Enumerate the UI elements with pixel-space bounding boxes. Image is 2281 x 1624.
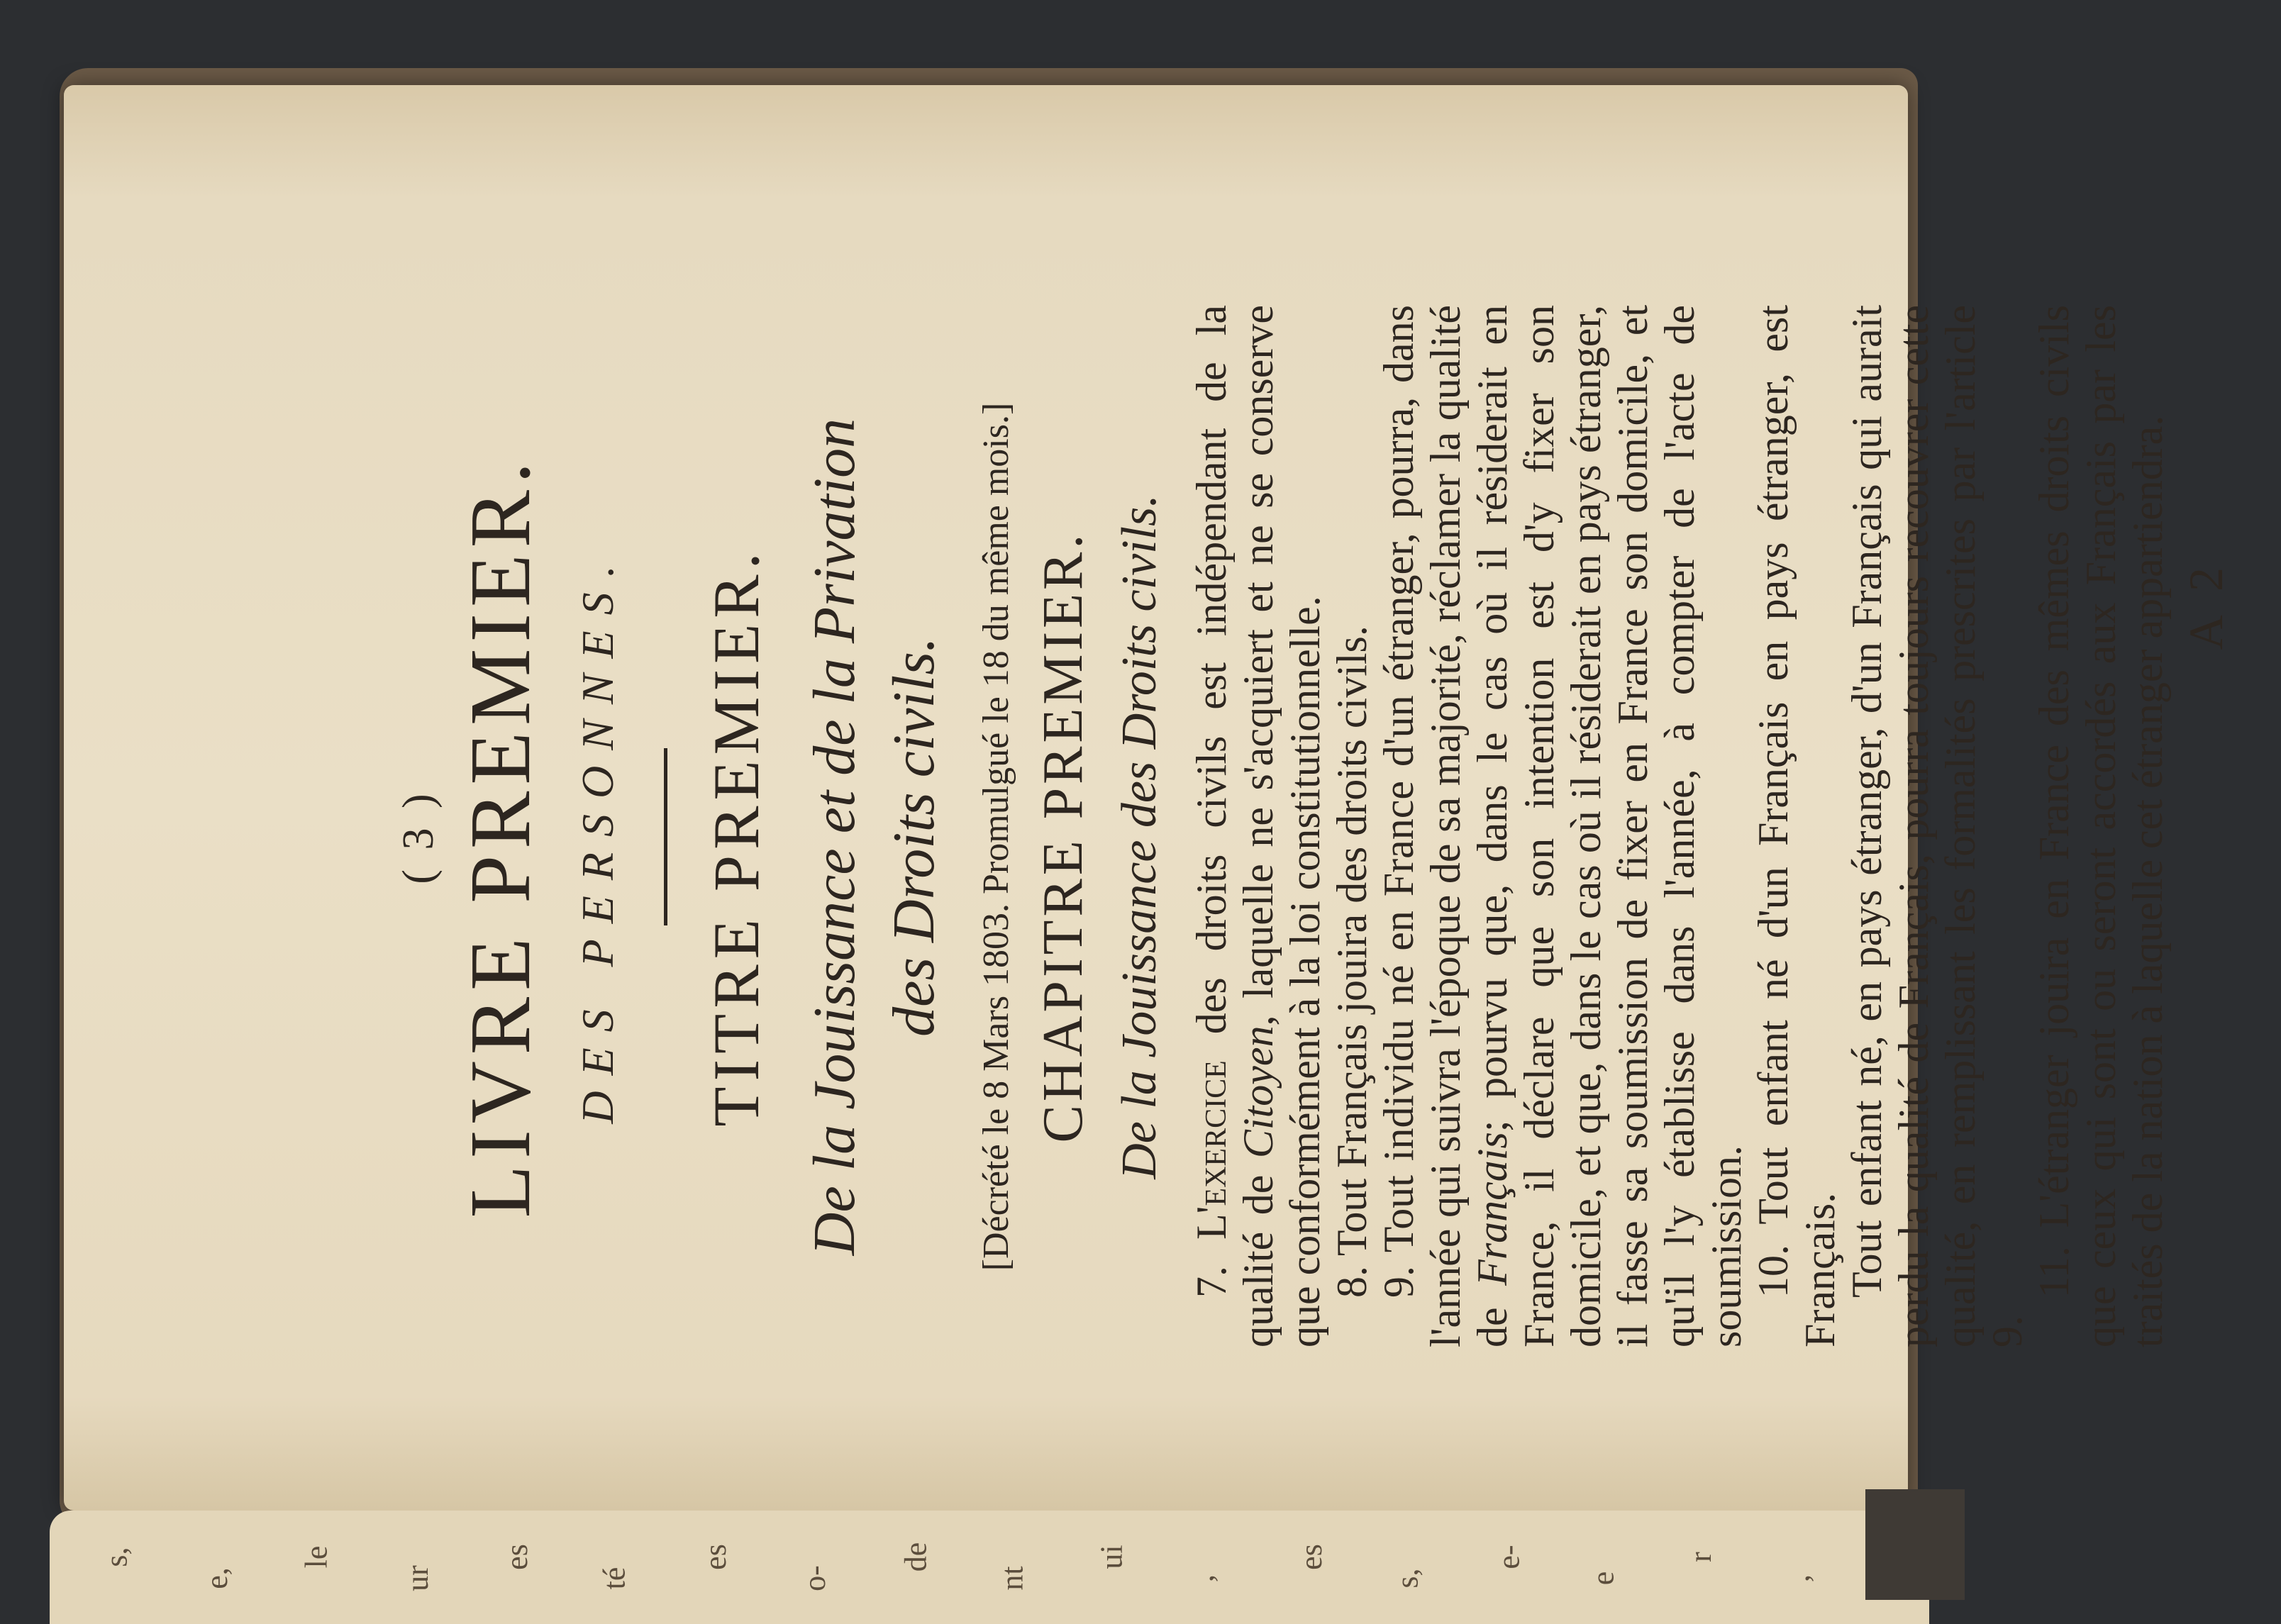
article-10: 10. Tout enfant né d'un Français en pays étranger, est Français. (1750, 305, 1843, 1347)
title-subheading-line-2: des Droits civils. (881, 637, 947, 1037)
left-page-fragment: , (1781, 1574, 1816, 1582)
left-page-fragment: es (697, 1544, 733, 1570)
divider (664, 748, 667, 925)
article-8: 8. Tout Français jouira des droits civils. (1328, 625, 1375, 1298)
chapter-subheading: De la Jouissance des Droits civils. (1112, 494, 1167, 1179)
left-page-fragment: e (1585, 1571, 1621, 1586)
article-9-text-2: ; pourvu que, dans le cas où il résiderait en France, il déclare que son intention est d'y fixer son domicile, et que, dans le cas où il résiderait en pays étranger, il fasse sa soumission de fixer en France son domicile, et qu'il l'y établisse dans l'année, à compter de l'acte de soumission. (1469, 305, 1750, 1347)
article-7-italic: Citoyen (1235, 1025, 1282, 1159)
left-page-fragment: o- (797, 1565, 832, 1591)
article-9-text-1: 9. Tout individu né en France d'un étranger, pourra, dans l'année qui suivra l'époque de sa majorité, réclamer la qualité de (1375, 305, 1516, 1347)
article-11: 11. L'étranger jouira en France des mêmes droits civils que ceux qui sont ou seront accordés aux Français par les traités de la nation à laquelle cet étranger appartiendra. (2031, 305, 2171, 1347)
left-page-fragment: nt (994, 1566, 1030, 1591)
article-7-text-1: des droits civils est indépendant de la qualité de (1188, 305, 1282, 1347)
article-7-lead: L'exercice (1188, 1060, 1235, 1240)
page-number: ( 3 ) (394, 789, 443, 884)
article-7 (1188, 305, 1328, 1347)
left-page-fragment: e, (199, 1567, 234, 1589)
decree-note: [Décrété le 8 Mars 1803. Promulgué le 18 du même mois.] (976, 402, 1016, 1272)
article-10-paragraph-2: Tout enfant né, en pays étranger, d'un Français qui aurait perdu la qualité de Français, pourra toujours recouvrer cette qualité, en remplissant les formalités prescrites par l'article 9. (1843, 305, 2031, 1347)
printed-page-text (160, 220, 2233, 1454)
article-7-number: 7. (1188, 1240, 1235, 1298)
title-subheading-line-1: De la Jouissance et de la Privation (801, 418, 867, 1256)
left-page-fragment: es (1293, 1544, 1328, 1570)
chapter-heading: CHAPITRE PREMIER. (1032, 530, 1094, 1143)
article-body (1188, 220, 2171, 1454)
left-page-fragment: es (499, 1544, 534, 1570)
signature-mark: A 2 (2179, 560, 2233, 650)
left-page-fragment: s, (1389, 1568, 1425, 1589)
book-subtitle: DES PERSONNES. (572, 550, 623, 1124)
left-page-fragment: de (898, 1542, 933, 1572)
left-page-fragment: e- (1491, 1545, 1526, 1569)
article-7-text-2: , laquelle ne s'acquiert et ne se conserve que conformément à la loi constitutionnelle. (1235, 305, 1328, 1347)
left-page-fragment: r (1682, 1552, 1718, 1562)
left-page-fragment: ur (399, 1565, 435, 1591)
title-subheading (795, 220, 954, 1454)
book-title: LIVRE PREMIER. (453, 455, 548, 1218)
article-9-italic: Français (1469, 1132, 1516, 1286)
left-page-fragment: , (1185, 1574, 1220, 1582)
left-page-fragment: le (299, 1545, 334, 1569)
article-9 (1375, 305, 1750, 1347)
left-page-fragment: té (596, 1567, 632, 1590)
binding-shadow (1865, 1489, 1965, 1600)
title-heading: TITRE PREMIER. (700, 547, 772, 1127)
left-page-fragment: s, (99, 1547, 134, 1567)
left-page-fragment: ui (1094, 1545, 1129, 1569)
